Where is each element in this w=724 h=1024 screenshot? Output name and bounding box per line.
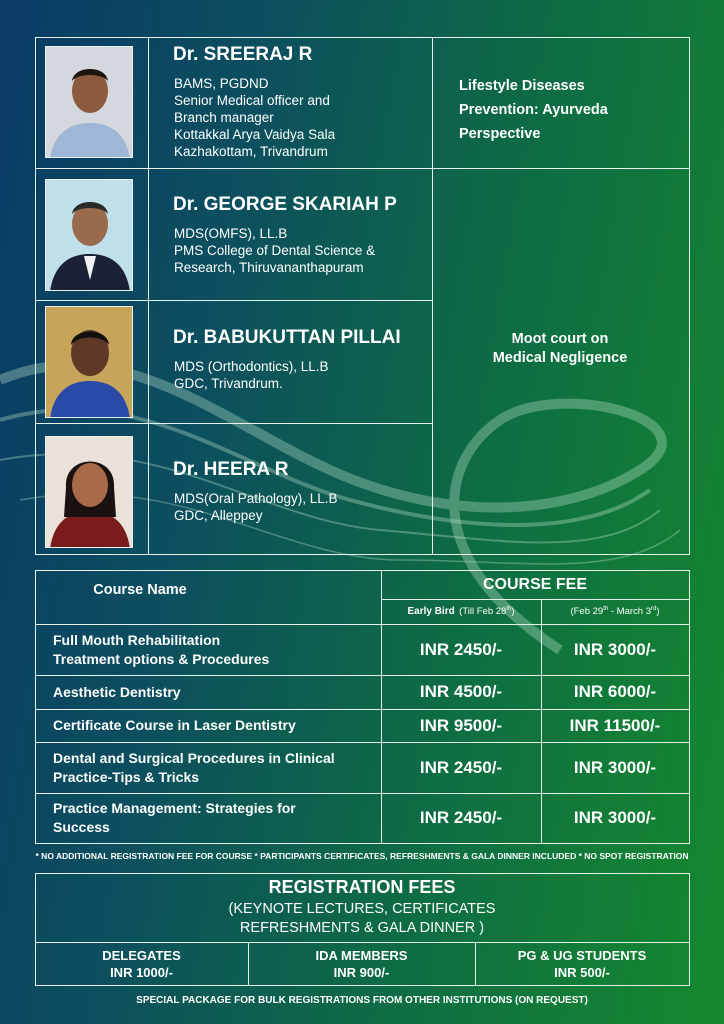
speaker-name: Dr. BABUKUTTAN PILLAI [173,327,401,348]
late-fee: INR 3000/- [573,757,657,777]
speaker-credentials: BAMS, PGDND Senior Medical officer and Branch manager Kottakkal Arya Vaidya Sala Kazhakottam, Trivandrum [174,76,336,159]
course-row-name: Dental and Surgical Procedures in Clinical Practice-Tips & Tricks [53,749,335,785]
early-fee: INR 2450/- [419,808,503,827]
early-fee: INR 2450/- [419,757,503,777]
early-bird-header: Early Bird (Till Feb 28th) [407,605,515,618]
course-name-header: Course Name [93,582,187,598]
speaker-photo-babukuttan [45,306,133,418]
speaker-credentials: MDS(Oral Pathology), LL.B GDC, Alleppey [174,491,338,523]
late-fee: INR 11500/- [569,715,661,735]
topic-moot-court: Moot court on Medical Negligence [492,331,628,366]
topic-lifestyle: Lifestyle Diseases Prevention: Ayurveda Perspective [459,78,608,142]
avatar-icon [46,180,133,291]
early-fee: INR 9500/- [419,715,503,735]
speaker-name: Dr. HEERA R [173,459,289,480]
speaker-photo-george [45,179,133,291]
late-fee: INR 3000/- [573,639,657,659]
speaker-photo-heera [45,436,133,548]
avatar-icon [46,47,133,158]
bulk-registration-footer: SPECIAL PACKAGE FOR BULK REGISTRATIONS FROM OTHER INSTITUTIONS (ON REQUEST) [136,994,588,1006]
registration-subtitle: (KEYNOTE LECTURES, CERTIFICATES REFRESHMENTS & GALA DINNER ) [228,901,496,936]
avatar-icon [46,437,133,548]
registration-title: REGISTRATION FEES [268,876,456,897]
late-fee: INR 3000/- [573,808,657,827]
late-fee: INR 6000/- [573,682,657,701]
speaker-name: Dr. SREERAJ R [173,44,313,65]
speaker-credentials: MDS(OMFS), LL.B PMS College of Dental Science & Research, Thiruvananthapuram [174,226,376,275]
course-row-name: Practice Management: Strategies for Success [53,800,296,835]
early-fee: INR 4500/- [419,682,503,701]
course-row-name: Aesthetic Dentistry [53,683,181,700]
students-fee: PG & UG STUDENTS INR 500/- [517,947,647,980]
early-fee: INR 2450/- [419,639,503,659]
fee-notes: * NO ADDITIONAL REGISTRATION FEE FOR COURSE * PARTICIPANTS CERTIFICATES, REFRESHMENTS & GALA DINNER INCLUDED * NO SPOT REGISTRATION [35,851,689,861]
course-fee-header: COURSE FEE [482,575,587,593]
late-fee-header: (Feb 29th - March 3rd) [570,605,660,618]
speaker-name: Dr. GEORGE SKARIAH P [173,194,397,215]
speaker-photo-sreeraj [45,46,133,158]
avatar-icon [46,307,133,418]
course-row-name: Full Mouth Rehabilitation Treatment options & Procedures [53,631,270,667]
delegates-fee: DELEGATES INR 1000/- [102,947,181,980]
speaker-credentials: MDS (Orthodontics), LL.B GDC, Trivandrum. [174,359,329,391]
course-row-name: Certificate Course in Laser Dentistry [53,717,296,733]
ida-members-fee: IDA MEMBERS INR 900/- [315,947,408,980]
